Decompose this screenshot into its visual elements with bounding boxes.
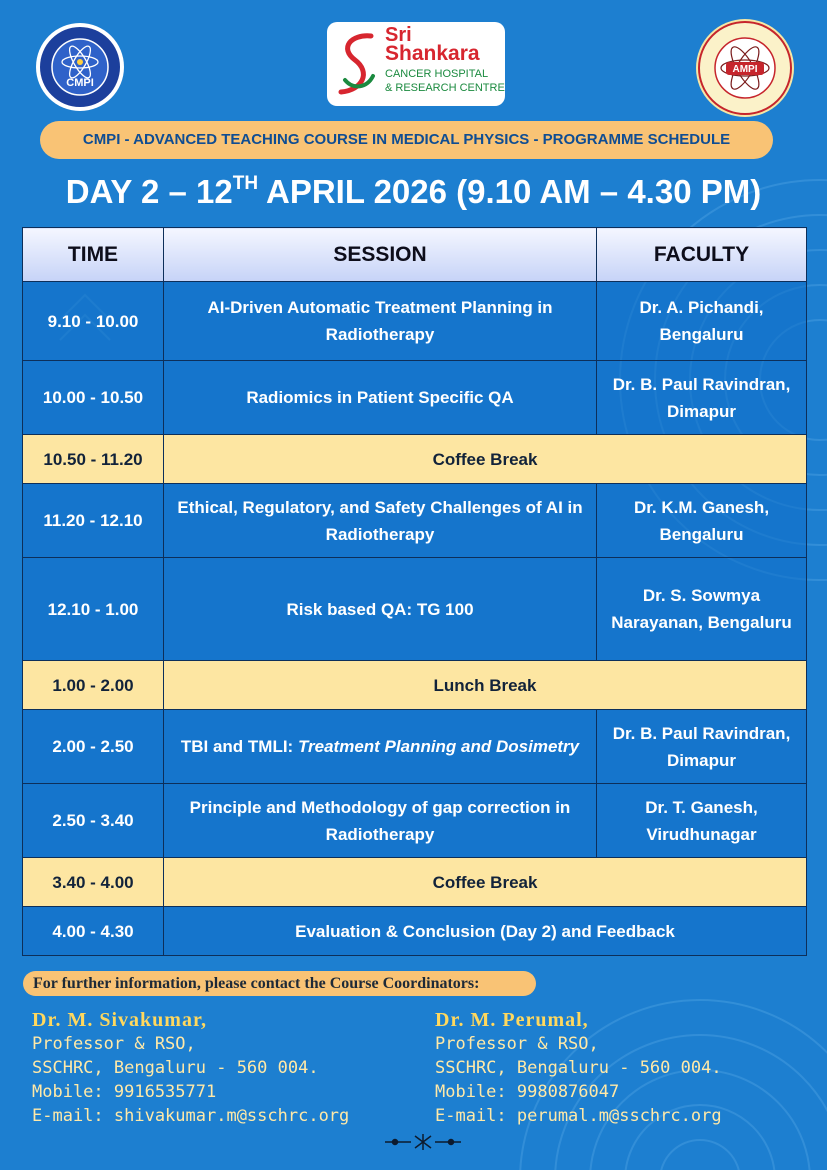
row-time: 12.10 - 1.00	[23, 558, 164, 661]
row-session: Principle and Methodology of gap correction in Radiotherapy	[164, 784, 597, 858]
logo-line-sri: Sri	[385, 24, 412, 46]
header-session: SESSION	[164, 228, 597, 282]
ampi-logo	[695, 18, 795, 118]
course-banner: CMPI - ADVANCED TEACHING COURSE IN MEDICAL PHYSICS - PROGRAMME SCHEDULE	[40, 121, 773, 159]
sri-shankara-emblem-icon	[333, 30, 381, 98]
schedule-table	[22, 227, 807, 956]
row-break-label: Lunch Break	[164, 661, 807, 710]
logo-line-shankara: Shankara	[385, 42, 480, 65]
table-row	[23, 361, 807, 435]
row-time: 3.40 - 4.00	[23, 858, 164, 907]
table-row	[23, 484, 807, 558]
row-time: 2.00 - 2.50	[23, 710, 164, 784]
day-title-prefix: DAY 2 – 12	[65, 173, 233, 210]
row-time: 4.00 - 4.30	[23, 907, 164, 956]
row-session: Risk based QA: TG 100	[164, 558, 597, 661]
table-row	[23, 907, 807, 956]
row-session	[164, 710, 597, 784]
row-faculty: Dr. K.M. Ganesh, Bengaluru	[597, 484, 807, 558]
break-row	[23, 435, 807, 484]
table-row	[23, 282, 807, 361]
table-row	[23, 710, 807, 784]
coordinator-name: Dr. M. Perumal,	[435, 1009, 589, 1031]
header-time: TIME	[23, 228, 164, 282]
coordinator-block-1	[32, 1008, 349, 1128]
row-time: 11.20 - 12.10	[23, 484, 164, 558]
row-session: AI-Driven Automatic Treatment Planning in Radiotherapy	[164, 282, 597, 361]
coordinator-role: Professor & RSO,	[435, 1034, 599, 1054]
header-faculty: FACULTY	[597, 228, 807, 282]
divider-ornament-icon	[385, 1132, 461, 1152]
row-session-italic: Treatment Planning and Dosimetry	[297, 737, 580, 756]
row-time: 2.50 - 3.40	[23, 784, 164, 858]
coordinator-mobile: Mobile: 9916535771	[32, 1082, 217, 1102]
row-faculty: Dr. B. Paul Ravindran, Dimapur	[597, 361, 807, 435]
break-row	[23, 858, 807, 907]
contact-heading: For further information, please contact the Course Coordinators:	[23, 971, 536, 996]
coordinator-mobile: Mobile: 9980876047	[435, 1082, 620, 1102]
coordinator-email: E-mail: perumal.m@sschrc.org	[435, 1106, 722, 1126]
row-session: Ethical, Regulatory, and Safety Challenges of AI in Radiotherapy	[164, 484, 597, 558]
coordinator-name: Dr. M. Sivakumar,	[32, 1009, 207, 1031]
coordinator-address: SSCHRC, Bengaluru - 560 004.	[435, 1058, 722, 1078]
row-time: 9.10 - 10.00	[23, 282, 164, 361]
coordinator-role: Professor & RSO,	[32, 1034, 196, 1054]
row-faculty: Dr. T. Ganesh, Virudhunagar	[597, 784, 807, 858]
ampi-logo-text: AMPI	[732, 64, 758, 75]
break-row	[23, 661, 807, 710]
row-faculty: Dr. S. Sowmya Narayanan, Bengaluru	[597, 558, 807, 661]
cmpi-logo-text: CMPI	[66, 77, 94, 89]
row-time: 1.00 - 2.00	[23, 661, 164, 710]
row-break-label: Coffee Break	[164, 435, 807, 484]
day-title	[0, 168, 827, 222]
coordinator-block-2	[435, 1008, 722, 1128]
table-header-row	[23, 228, 807, 282]
cmpi-logo	[35, 22, 125, 112]
row-session-plain: TBI and TMLI:	[180, 737, 298, 756]
table-row	[23, 558, 807, 661]
row-faculty: Dr. A. Pichandi, Bengaluru	[597, 282, 807, 361]
coordinator-email: E-mail: shivakumar.m@sschrc.org	[32, 1106, 350, 1126]
row-session: Radiomics in Patient Specific QA	[164, 361, 597, 435]
table-row	[23, 784, 807, 858]
logo-line-research-centre: & RESEARCH CENTRE	[385, 82, 505, 94]
logo-line-cancer-hospital: CANCER HOSPITAL	[385, 68, 489, 80]
row-time: 10.00 - 10.50	[23, 361, 164, 435]
day-title-suffix: APRIL 2026 (9.10 AM – 4.30 PM)	[258, 173, 762, 210]
row-faculty: Dr. B. Paul Ravindran, Dimapur	[597, 710, 807, 784]
row-time: 10.50 - 11.20	[23, 435, 164, 484]
day-title-sup: TH	[232, 173, 259, 194]
row-break-label: Coffee Break	[164, 858, 807, 907]
sri-shankara-logo	[327, 22, 505, 106]
row-session: Evaluation & Conclusion (Day 2) and Feedback	[164, 907, 807, 956]
coordinator-address: SSCHRC, Bengaluru - 560 004.	[32, 1058, 319, 1078]
